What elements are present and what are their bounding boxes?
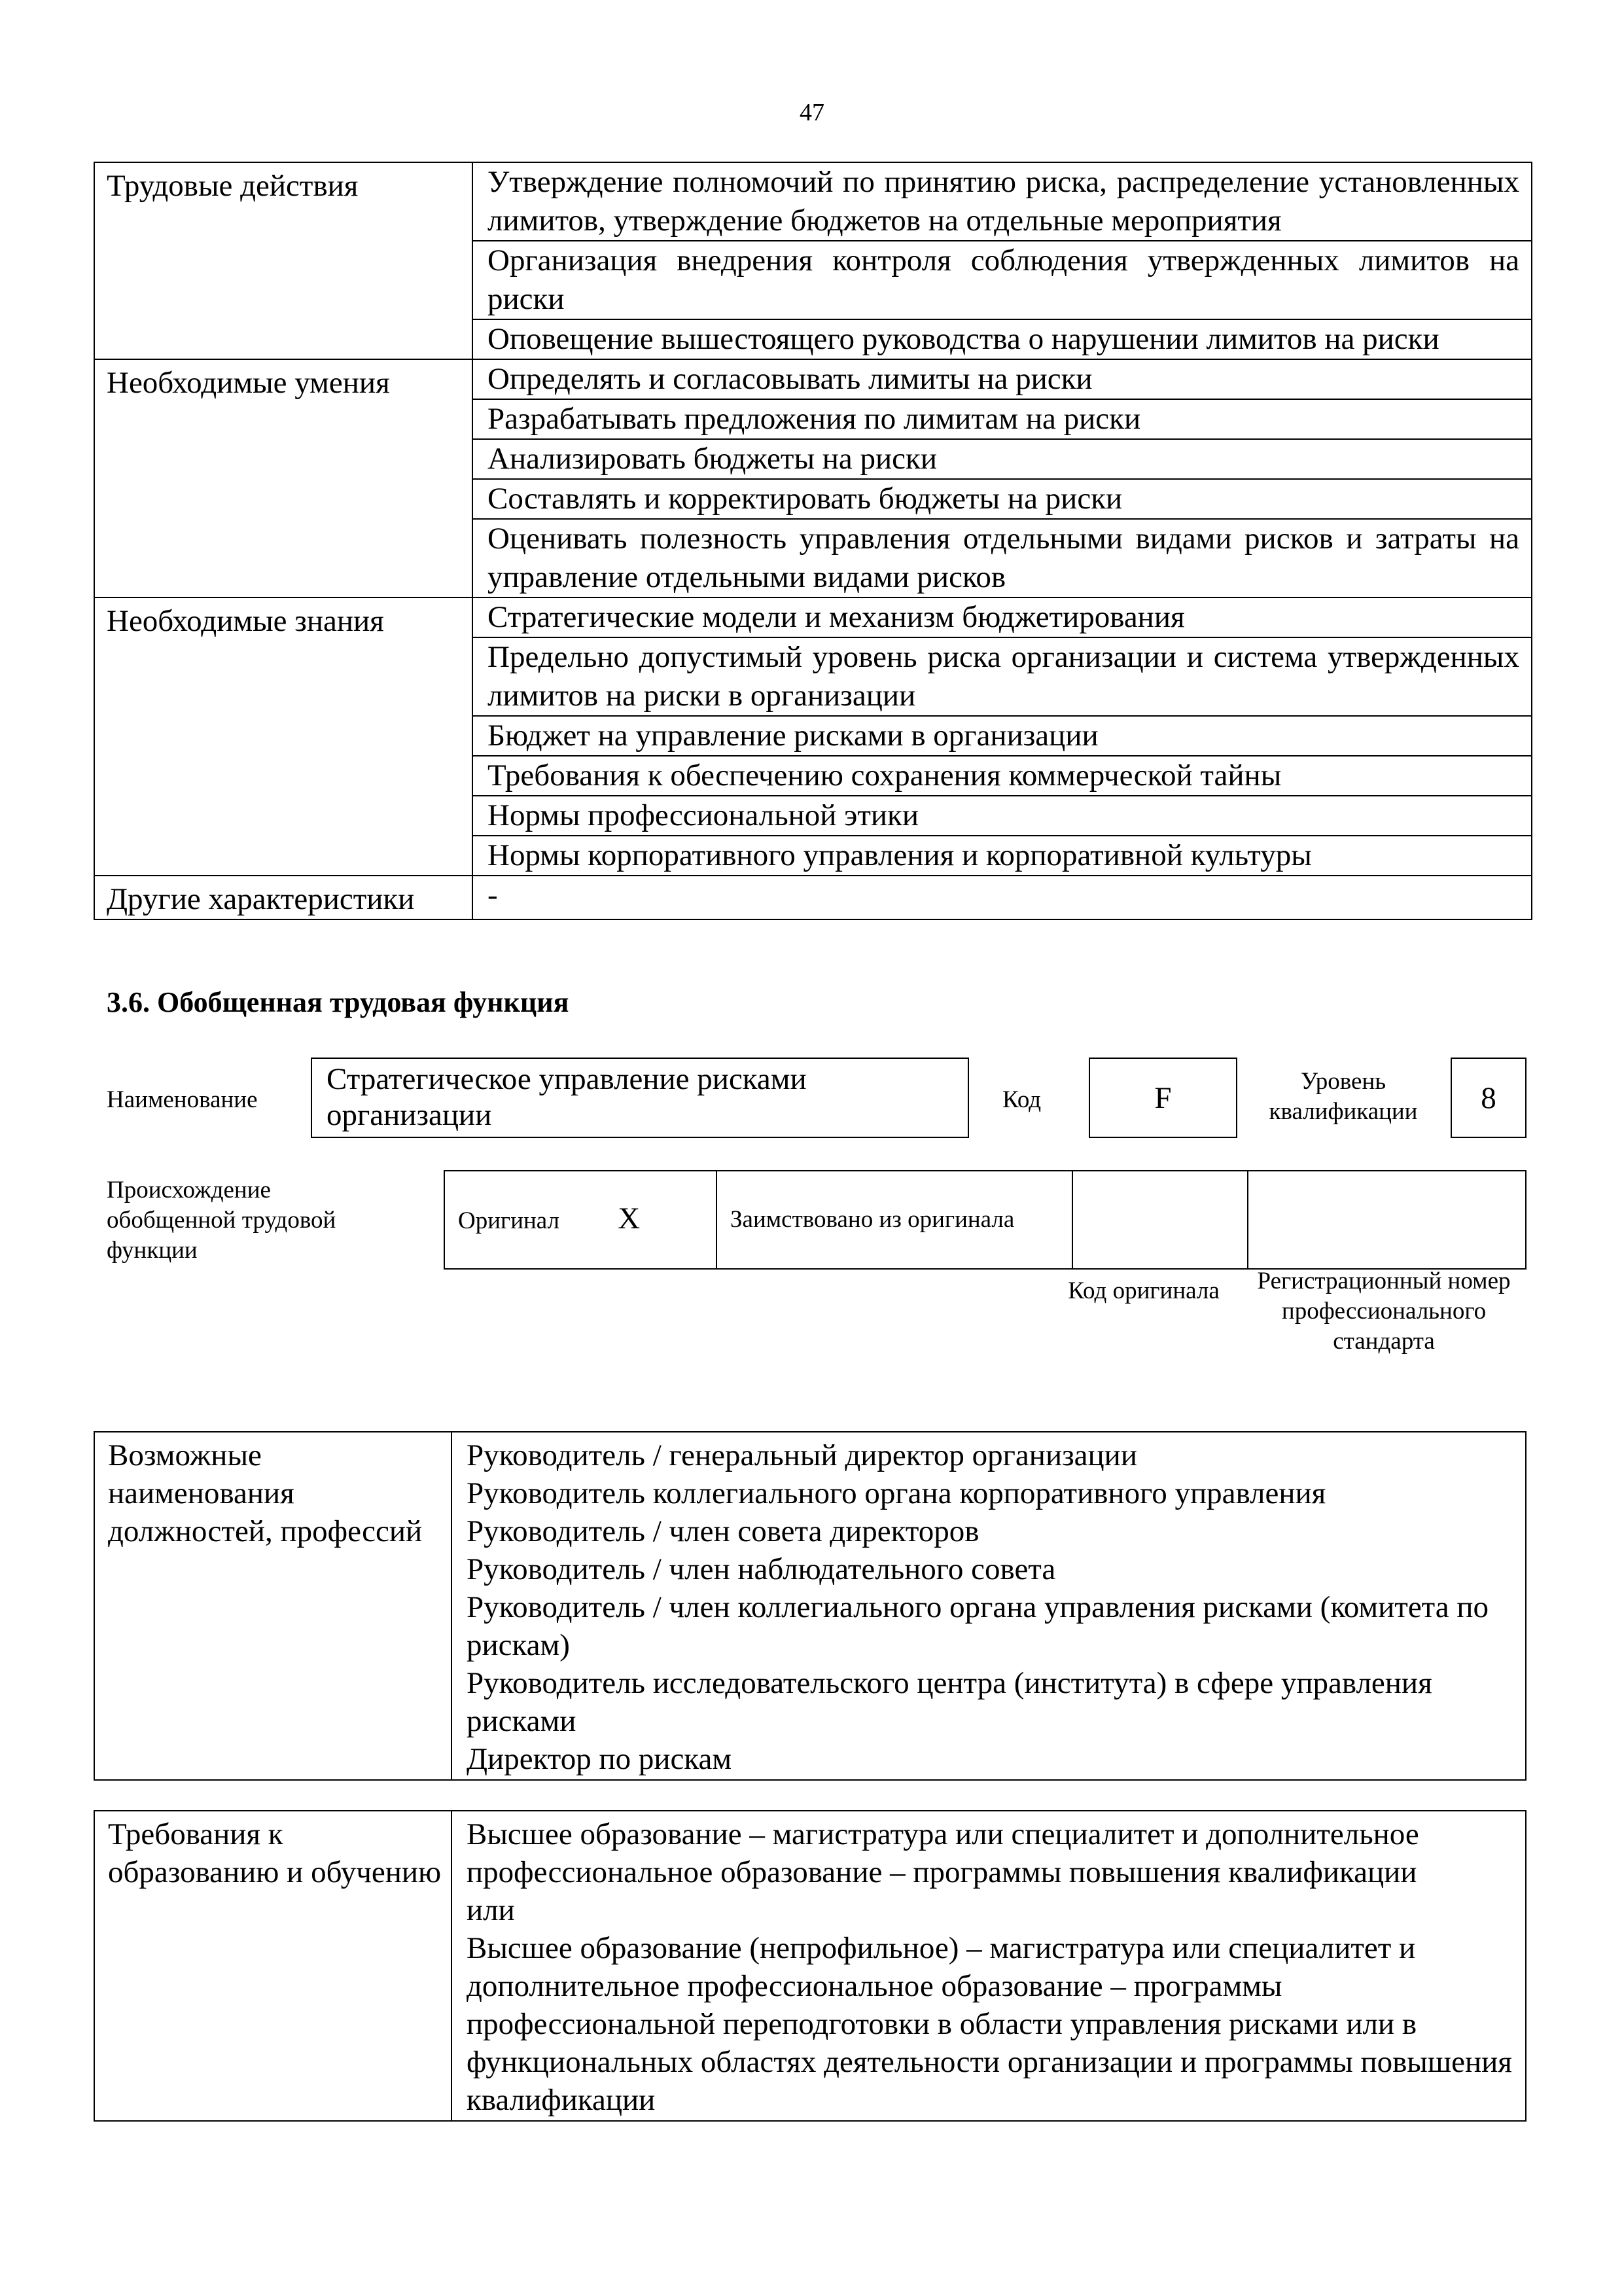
education-list [451, 1811, 1526, 2121]
table-cell: Нормы корпоративного управления и корпоративной культуры [472, 836, 1532, 876]
table-cell: Разрабатывать предложения по лимитам на риски [472, 399, 1532, 439]
list-item: Директор по рискам [467, 1742, 732, 1776]
positions-label: Возможные наименования должностей, профессий [94, 1432, 451, 1780]
education-table [94, 1810, 1527, 2122]
borrowed-label: Заимствовано из оригинала [716, 1171, 1072, 1269]
original-code-cell [1072, 1171, 1248, 1269]
table-cell: Утверждение полномочий по принятию риска, распределение установленных лимитов, утверждение бюджетов на отдельные мероприятия [472, 162, 1532, 241]
positions-list [451, 1432, 1526, 1780]
origin-table [444, 1170, 1527, 1270]
name-value: Стратегическое управление рисками организации [311, 1058, 969, 1138]
list-item: или [467, 1893, 515, 1927]
required-knowledge-label: Необходимые знания [94, 597, 472, 876]
other-characteristics-label: Другие характеристики [94, 876, 472, 919]
table-cell: Оценивать полезность управления отдельными видами рисков и затраты на управление отдельными видами рисков [472, 519, 1532, 597]
reg-number-caption: Регистрационный номер профессионального стандарта [1257, 1268, 1511, 1355]
list-item: Высшее образование (непрофильное) – магистратура или специалитет и дополнительное профессиональное образование – программы профессиональной переподготовки в области управления рисками или в функциональных областях деятельности организации и программы повышения квалификации [467, 1931, 1512, 2117]
origin-label: Происхождение обобщенной трудовой функции [107, 1177, 336, 1264]
reg-number-cell [1248, 1171, 1526, 1269]
table-cell: - [472, 876, 1532, 919]
section-heading: 3.6. Обобщенная трудовая функция [107, 986, 569, 1018]
table-cell: Предельно допустимый уровень риска организации и система утвержденных лимитов на риски в организации [472, 637, 1532, 716]
level-label: Уровень квалификации [1269, 1068, 1418, 1125]
labour-functions-table [94, 162, 1532, 920]
table-cell: Составлять и корректировать бюджеты на риски [472, 479, 1532, 519]
page-number: 47 [800, 99, 824, 126]
labour-actions-label: Трудовые действия [94, 162, 472, 359]
list-item: Руководитель коллегиального органа корпоративного управления [467, 1476, 1326, 1510]
name-label: Наименование [107, 1086, 258, 1113]
original-label: Оригинал [458, 1207, 560, 1234]
table-cell: Бюджет на управление рисками в организации [472, 716, 1532, 756]
original-mark: X [618, 1201, 641, 1236]
positions-table [94, 1431, 1527, 1781]
origin-original-cell [444, 1171, 716, 1269]
table-cell: Анализировать бюджеты на риски [472, 439, 1532, 479]
table-cell: Нормы профессиональной этики [472, 796, 1532, 836]
code-label: Код [1002, 1086, 1042, 1113]
list-item: Руководитель / член наблюдательного совета [467, 1552, 1056, 1586]
table-cell: Оповещение вышестоящего руководства о нарушении лимитов на риски [472, 319, 1532, 359]
original-code-caption: Код оригинала [1068, 1277, 1220, 1304]
level-value: 8 [1451, 1058, 1527, 1138]
required-skills-label: Необходимые умения [94, 359, 472, 597]
education-label: Требования к образованию и обучению [94, 1811, 451, 2121]
list-item: Руководитель / генеральный директор организации [467, 1438, 1137, 1472]
list-item: Руководитель / член коллегиального органа управления рисками (комитета по рискам) [467, 1590, 1489, 1662]
list-item: Руководитель исследовательского центра (института) в сфере управления рисками [467, 1666, 1432, 1738]
table-cell: Стратегические модели и механизм бюджетирования [472, 597, 1532, 637]
table-cell: Определять и согласовывать лимиты на риски [472, 359, 1532, 399]
table-cell: Требования к обеспечению сохранения коммерческой тайны [472, 756, 1532, 796]
list-item: Руководитель / член совета директоров [467, 1514, 980, 1548]
list-item: Высшее образование – магистратура или специалитет и дополнительное профессиональное образование – программы повышения квалификации [467, 1817, 1419, 1889]
code-value: F [1089, 1058, 1237, 1138]
table-cell: Организация внедрения контроля соблюдения утвержденных лимитов на риски [472, 241, 1532, 319]
